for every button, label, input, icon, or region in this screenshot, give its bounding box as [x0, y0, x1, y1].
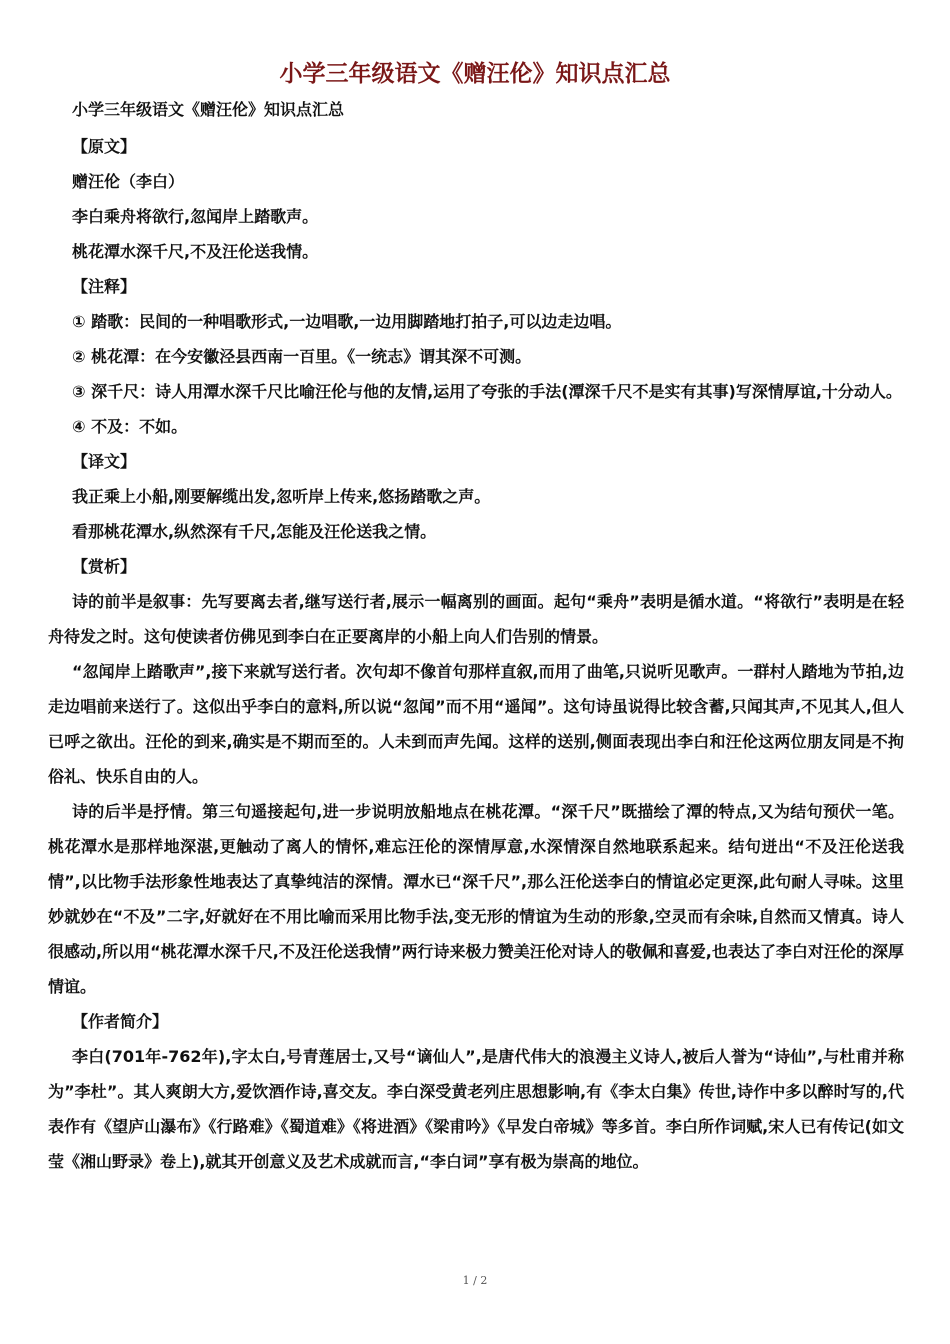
translation-1: 我正乘上小船,刚要解缆出发,忽听岸上传来,悠扬踏歌之声。 — [72, 487, 491, 506]
author-bio: 李白(701年-762年),字太白,号青莲居士,又号“谪仙人”,是唐代伟大的浪漫主义诗人,被后人誉为“诗仙”,与杜甫并称为”李杜”。其人爽朗大方,爱饮酒作诗,喜交友。李白深受黄老列庄思想影响,有《李太白集》传世,诗作中多以醉时写的,代表作有《望庐山瀑布》《行路难》《蜀道难》《将进酒》《梁甫吟》《早发白帝城》等多首。李白所作词赋,宋人已有传记(如文莹《湘山野录》卷上),就其开创意义及艺术成就而言,“李白词”享有极为崇高的地位。 — [48, 1047, 904, 1171]
note-3: ③ 深千尺：诗人用潭水深千尺比喻汪伦与他的友情,运用了夸张的手法(潭深千尺不是实有其事)写深情厚谊,十分动人。 — [72, 382, 902, 401]
note-4: ④ 不及：不如。 — [72, 417, 188, 436]
poem-title: 赠汪伦（李白） — [72, 172, 185, 191]
poem-line-2: 桃花潭水深千尺,不及汪伦送我情。 — [72, 242, 319, 261]
notes-heading: 【注释】 — [72, 277, 137, 296]
translation-2: 看那桃花潭水,纵然深有千尺,怎能及汪伦送我之情。 — [72, 522, 437, 541]
appreciation-paragraph-1: 诗的前半是叙事：先写要离去者,继写送行者,展示一幅离别的画面。起句“乘舟”表明是循水道。“将欲行”表明是在轻舟待发之时。这句使读者仿佛见到李白在正要离岸的小船上向人们告别的情景。 — [48, 592, 904, 646]
note-2: ② 桃花潭：在今安徽泾县西南一百里。《一统志》谓其深不可测。 — [72, 347, 532, 366]
subtitle: 小学三年级语文《赠汪伦》知识点汇总 — [72, 100, 345, 119]
appreciation-paragraph-3: 诗的后半是抒情。第三句遥接起句,进一步说明放船地点在桃花潭。“深千尺”既描绘了潭的特点,又为结句预伏一笔。桃花潭水是那样地深湛,更触动了离人的情怀,难忘汪伦的深情厚意,水深情深自然地联系起来。结句迸出“不及汪伦送我情”,以比物手法形象性地表达了真挚纯洁的深情。潭水已“深千尺”,那么汪伦送李白的情谊必定更深,此句耐人寻味。这里妙就妙在“不及”二字,好就好在不用比喻而采用比物手法,变无形的情谊为生动的形象,空灵而有余味,自然而又情真。诗人很感动,所以用“桃花潭水深千尺,不及汪伦送我情”两行诗来极力赞美汪伦对诗人的敬佩和喜爱,也表达了李白对汪伦的深厚情谊。 — [48, 802, 904, 996]
document-title: 小学三年级语文《赠汪伦》知识点汇总 — [279, 61, 671, 87]
author-heading: 【作者简介】 — [72, 1012, 169, 1031]
page-number: 1 / 2 — [462, 1274, 488, 1287]
original-heading: 【原文】 — [72, 137, 137, 156]
poem-line-1: 李白乘舟将欲行,忽闻岸上踏歌声。 — [72, 207, 319, 226]
document-body — [48, 92, 904, 1179]
appreciation-paragraph-2: “忽闻岸上踏歌声”,接下来就写送行者。次句却不像首句那样直叙,而用了曲笔,只说听见歌声。一群村人踏地为节拍,边走边唱前来送行了。这似出乎李白的意料,所以说“忽闻”而不用“遥闻”。这句诗虽说得比较含蓄,只闻其声,不见其人,但人已呼之欲出。汪伦的到来,确实是不期而至的。人未到而声先闻。这样的送别,侧面表现出李白和汪伦这两位朋友同是不拘俗礼、快乐自由的人。 — [48, 662, 904, 786]
note-1: ① 踏歌：民间的一种唱歌形式,一边唱歌,一边用脚踏地打拍子,可以边走边唱。 — [72, 312, 622, 331]
appreciation-heading: 【赏析】 — [72, 557, 137, 576]
translation-heading: 【译文】 — [72, 452, 137, 471]
